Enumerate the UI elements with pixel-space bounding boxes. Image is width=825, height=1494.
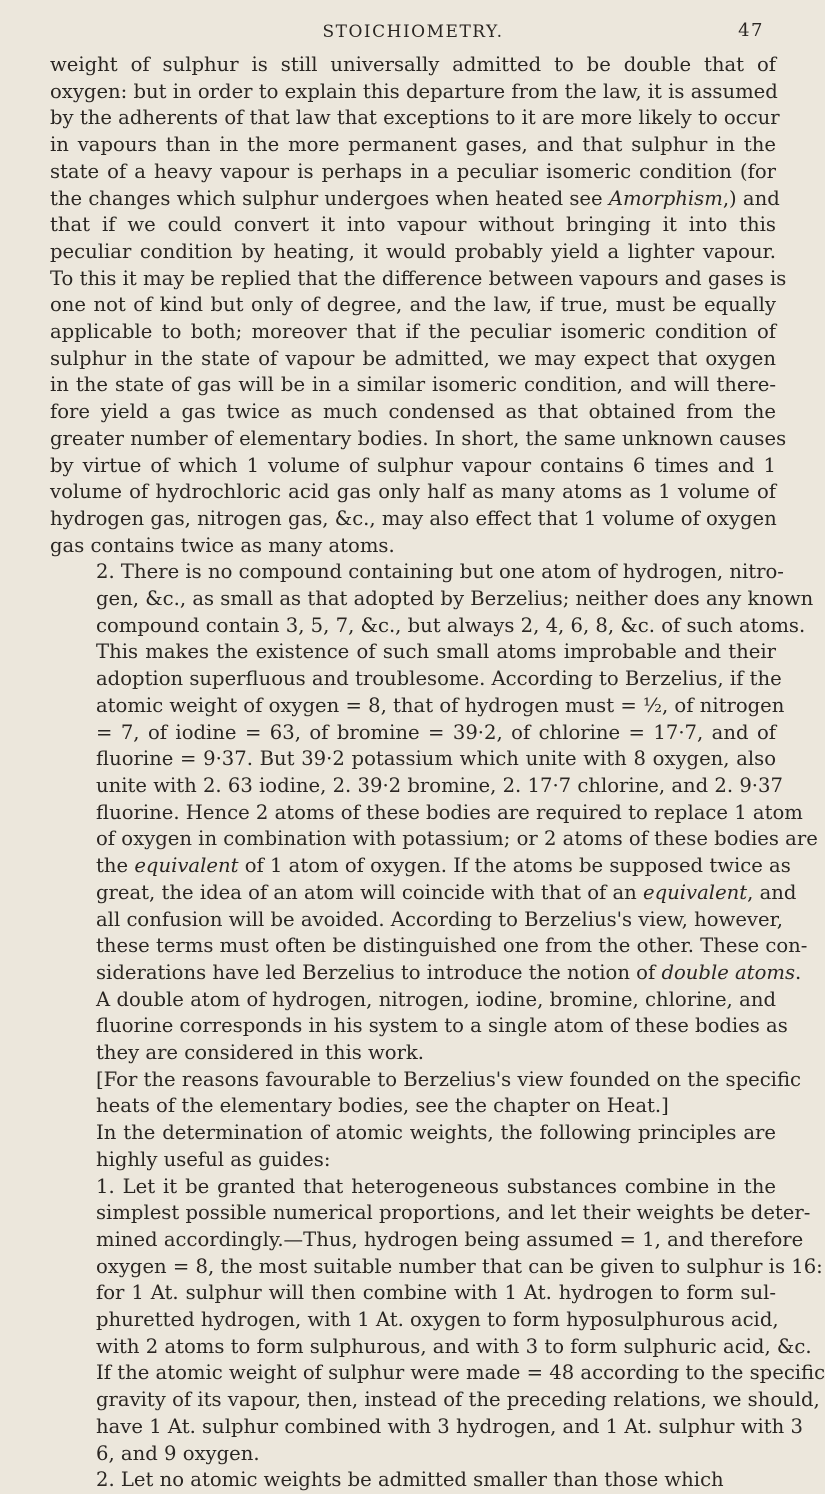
text-line: that if we could convert it into vapour without bringing it into this xyxy=(50,213,776,237)
text-line: oxygen = 8, the most suitable number that can be given to sulphur is 16: xyxy=(96,1254,823,1278)
text-line: these terms must often be distinguished one from the other. These con- xyxy=(96,934,808,958)
text-line: hydrogen gas, nitrogen gas, &c., may also effect that 1 volume of oxygen xyxy=(50,506,777,530)
text-line: fluorine corresponds in his system to a single atom of these bodies as xyxy=(96,1014,788,1038)
text-line: adoption superfluous and troublesome. According to Berzelius, if the xyxy=(96,667,782,691)
text-line: 2. Let no atomic weights be admitted smaller than those which xyxy=(96,1468,724,1492)
text-line: compound contain 3, 5, 7, &c., but always 2, 4, 6, 8, &c. of such atoms. xyxy=(96,613,806,637)
text-line: fore yield a gas twice as much condensed as that obtained from the xyxy=(50,400,776,424)
text-line: unite with 2. 63 iodine, 2. 39·2 bromine, 2. 17·7 chlorine, and 2. 9·37 xyxy=(96,773,783,797)
text-line: applicable to both; moreover that if the peculiar isomeric condition of xyxy=(50,320,776,344)
text-line: by the adherents of that law that exceptions to it are more likely to occur xyxy=(50,106,780,130)
paragraph xyxy=(50,52,787,559)
text-line: for 1 At. sulphur will then combine with 1 At. hydrogen to form sul- xyxy=(96,1281,776,1305)
text-line: A double atom of hydrogen, nitrogen, iodine, bromine, chlorine, and xyxy=(96,987,776,1011)
text-line: mined accordingly.—Thus, hydrogen being assumed = 1, and therefore xyxy=(96,1227,804,1251)
text-line: in vapours than in the more permanent gases, and that sulphur in the xyxy=(50,133,776,157)
paragraph xyxy=(50,1067,801,1120)
text-line: oxygen: but in order to explain this departure from the law, it is assumed xyxy=(50,79,778,103)
text-line: the changes which sulphur undergoes when heated see Amorphism,) and xyxy=(50,186,780,210)
paragraph xyxy=(50,1467,776,1494)
text-line: If the atomic weight of sulphur were made = 48 according to the specific xyxy=(96,1361,825,1385)
text-line: fluorine = 9·37. But 39·2 potassium which unite with 8 oxygen, also xyxy=(96,747,776,771)
text-line: gravity of its vapour, then, instead of the preceding relations, we should, xyxy=(96,1388,820,1412)
text-line: gas contains twice as many atoms. xyxy=(50,533,395,557)
text-line: 1. Let it be granted that heterogeneous substances combine in the xyxy=(96,1174,776,1198)
text-line: highly useful as guides: xyxy=(96,1147,331,1171)
text-line: in the state of gas will be in a similar isomeric condition, and will there- xyxy=(50,373,776,397)
text-line: with 2 atoms to form sulphurous, and with 3 to form sulphuric acid, &c. xyxy=(96,1334,812,1358)
text-line: simplest possible numerical proportions, and let their weights be deter- xyxy=(96,1201,811,1225)
text-line: siderations have led Berzelius to introduce the notion of double atoms. xyxy=(96,960,802,984)
text-line: greater number of elementary bodies. In short, the same unknown causes xyxy=(50,426,787,450)
body-text xyxy=(50,52,825,1494)
text-line: volume of hydrochloric acid gas only half as many atoms as 1 volume of xyxy=(50,480,776,504)
text-line: = 7, of iodine = 63, of bromine = 39·2, of chlorine = 17·7, and of xyxy=(96,720,776,744)
text-line: all confusion will be avoided. According to Berzelius's view, however, xyxy=(96,907,784,931)
text-line: 6, and 9 oxygen. xyxy=(96,1441,260,1465)
text-line: gen, &c., as small as that adopted by Berzelius; neither does any known xyxy=(96,587,814,611)
text-line: of oxygen in combination with potassium; or 2 atoms of these bodies are xyxy=(96,827,818,851)
page-number: 47 xyxy=(738,20,764,41)
running-title: STOICHIOMETRY. xyxy=(322,22,504,42)
text-line: To this it may be replied that the difference between vapours and gases is xyxy=(50,266,787,290)
text-line: by virtue of which 1 volume of sulphur vapour contains 6 times and 1 xyxy=(50,453,776,477)
text-line: fluorine. Hence 2 atoms of these bodies are required to replace 1 atom xyxy=(96,800,803,824)
paragraph xyxy=(50,559,818,1066)
paragraph xyxy=(50,1174,825,1468)
text-line: the equivalent of 1 atom of oxygen. If the atoms be supposed twice as xyxy=(96,854,791,878)
page-header xyxy=(50,18,776,52)
text-line: peculiar condition by heating, it would probably yield a lighter vapour. xyxy=(50,239,776,263)
text-line: state of a heavy vapour is perhaps in a peculiar isomeric condition (for xyxy=(50,159,776,183)
text-line: phuretted hydrogen, with 1 At. oxygen to form hyposulphurous acid, xyxy=(96,1308,779,1332)
text-line: [For the reasons favourable to Berzelius's view founded on the specific xyxy=(96,1067,801,1091)
text-line: have 1 At. sulphur combined with 3 hydrogen, and 1 At. sulphur with 3 xyxy=(96,1414,803,1438)
text-line: weight of sulphur is still universally admitted to be double that of xyxy=(50,53,776,76)
text-line: they are considered in this work. xyxy=(96,1041,425,1065)
text-line: atomic weight of oxygen = 8, that of hydrogen must = ½, of nitrogen xyxy=(96,693,785,717)
text-line: In the determination of atomic weights, the following principles are xyxy=(96,1121,776,1145)
text-line: 2. There is no compound containing but one atom of hydrogen, nitro- xyxy=(96,560,784,584)
paragraph xyxy=(50,1120,776,1173)
text-line: great, the idea of an atom will coincide with that of an equivalent, and xyxy=(96,880,797,904)
text-line: one not of kind but only of degree, and the law, if true, must be equally xyxy=(50,293,776,317)
text-line: heats of the elementary bodies, see the chapter on Heat.] xyxy=(96,1094,669,1118)
text-line: sulphur in the state of vapour be admitted, we may expect that oxygen xyxy=(50,346,776,370)
text-line: This makes the existence of such small atoms improbable and their xyxy=(96,640,776,664)
